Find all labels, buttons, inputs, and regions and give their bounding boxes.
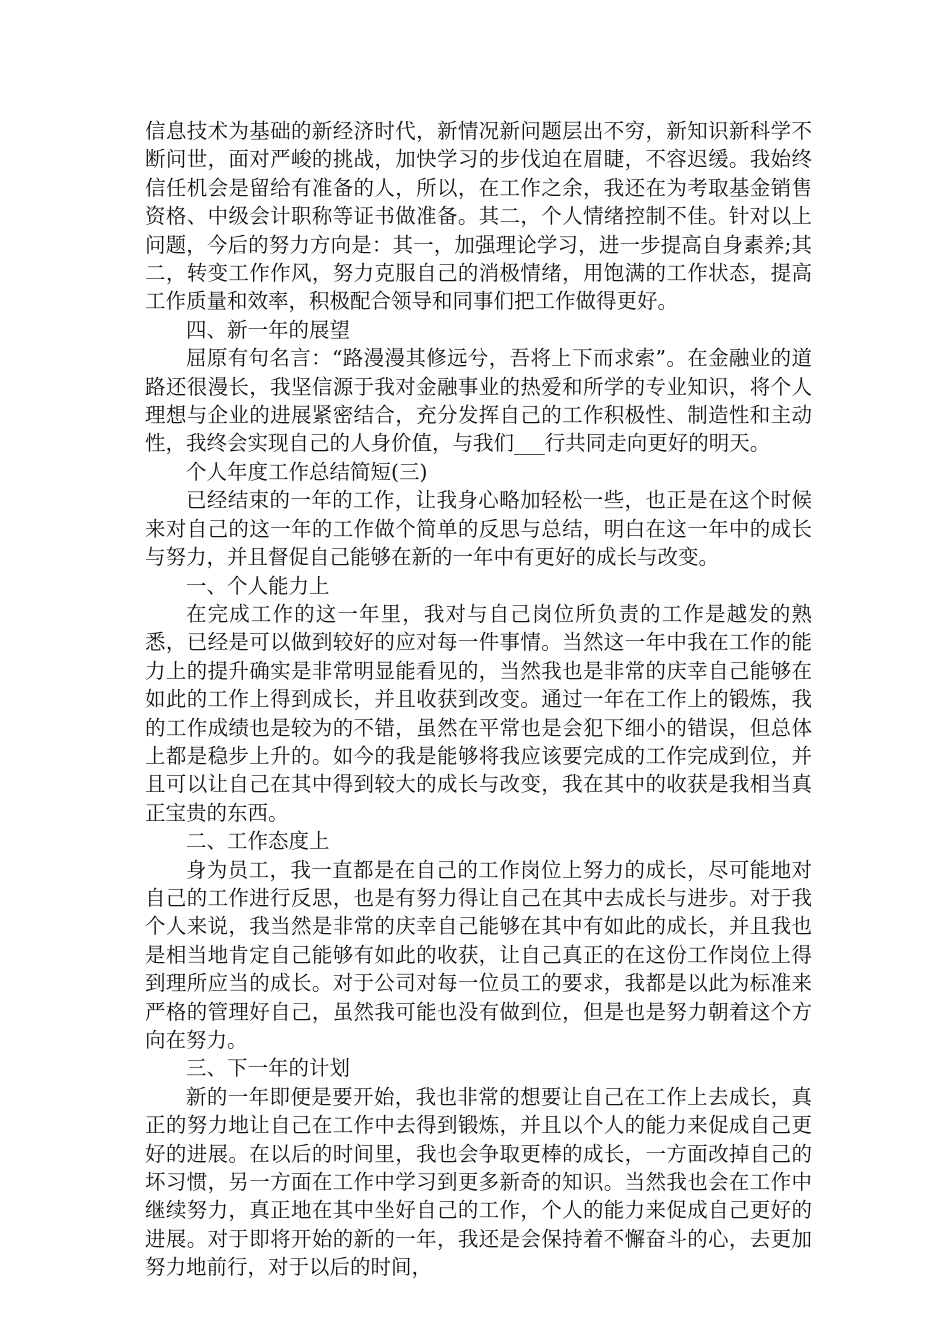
section-heading-ability: 一、个人能力上: [186, 573, 330, 598]
body-paragraph: 身为员工，我一直都是在自己的工作岗位上努力的成长，尽可能地对自己的工作进行反思，也是有努力得让自己在其中去成长与进步。对于我个人来说，我当然是非常的庆幸自己能够在其中有如此的成长，并且我也是相当地肯定自己能够有如此的收获，让自己真正的在这份工作岗位上得到理所应当的成长。对于公司对每一位员工的要求，我都是以此为标准来严格的管理好自己，虽然我可能也没有做到位，但是也是努力朝着这个方向在努力。: [145, 857, 812, 1052]
body-paragraph: 已经结束的一年的工作，让我身心略加轻松一些，也正是在这个时候来对自己的这一年的工作做个简单的反思与总结，明白在这一年中的成长与努力，并且督促自己能够在新的一年中有更好的成长与改变。: [145, 488, 812, 570]
section-heading-attitude: 二、工作态度上: [186, 829, 330, 854]
body-paragraph: 信息技术为基础的新经济时代，新情况新问题层出不穷，新知识新科学不断问世，面对严峻的挑战，加快学习的步伐迫在眉睫，不容迟缓。我始终信任机会是留给有准备的人，所以，在工作之余，我还在为考取基金销售资格、中级会计职称等证书做准备。其二，个人情绪控制不佳。针对以上问题，今后的努力方向是：其一，加强理论学习，进一步提高自身素养;其二，转变工作作风，努力克服自己的消极情绪，用饱满的工作状态，提高工作质量和效率，积极配合领导和同事们把工作做得更好。: [145, 119, 812, 314]
document-page: [145, 117, 812, 1282]
body-paragraph: 在完成工作的这一年里，我对与自己岗位所负责的工作是越发的熟悉，已经是可以做到较好的应对每一件事情。当然这一年中我在工作的能力上的提升确实是非常明显能看见的，当然我也是非常的庆幸自己能够在如此的工作上得到成长，并且收获到改变。通过一年在工作上的锻炼，我的工作成绩也是较为的不错，虽然在平常也是会犯下细小的错误，但总体上都是稳步上升的。如今的我是能够将我应该要完成的工作完成到位，并且可以让自己在其中得到较大的成长与改变，我在其中的收获是我相当真正宝贵的东西。: [145, 601, 812, 825]
article-title: 个人年度工作总结简短(三): [186, 459, 428, 484]
section-heading-plan: 三、下一年的计划: [186, 1056, 350, 1081]
section-heading-outlook: 四、新一年的展望: [186, 317, 350, 342]
body-paragraph: 屈原有句名言：“路漫漫其修远兮，吾将上下而求索”。在金融业的道路还很漫长，我坚信源于我对金融事业的热爱和所学的专业知识，将个人理想与企业的进展紧密结合，充分发挥自己的工作积极性、制造性和主动性，我终会实现自己的人身价值，与我们___行共同走向更好的明天。: [145, 346, 812, 456]
body-paragraph: 新的一年即便是要开始，我也非常的想要让自己在工作上去成长，真正的努力地让自己在工作中去得到锻炼，并且以个人的能力来促成自己更好的进展。在以后的时间里，我也会争取更棒的成长，一方面改掉自己的坏习惯，另一方面在工作中学习到更多新奇的知识。当然我也会在工作中继续努力，真正地在其中坐好自己的工作，个人的能力来促成自己更好的进展。对于即将开始的新的一年，我还是会保持着不懈奋斗的心，去更加努力地前行，对于以后的时间，: [145, 1084, 812, 1280]
